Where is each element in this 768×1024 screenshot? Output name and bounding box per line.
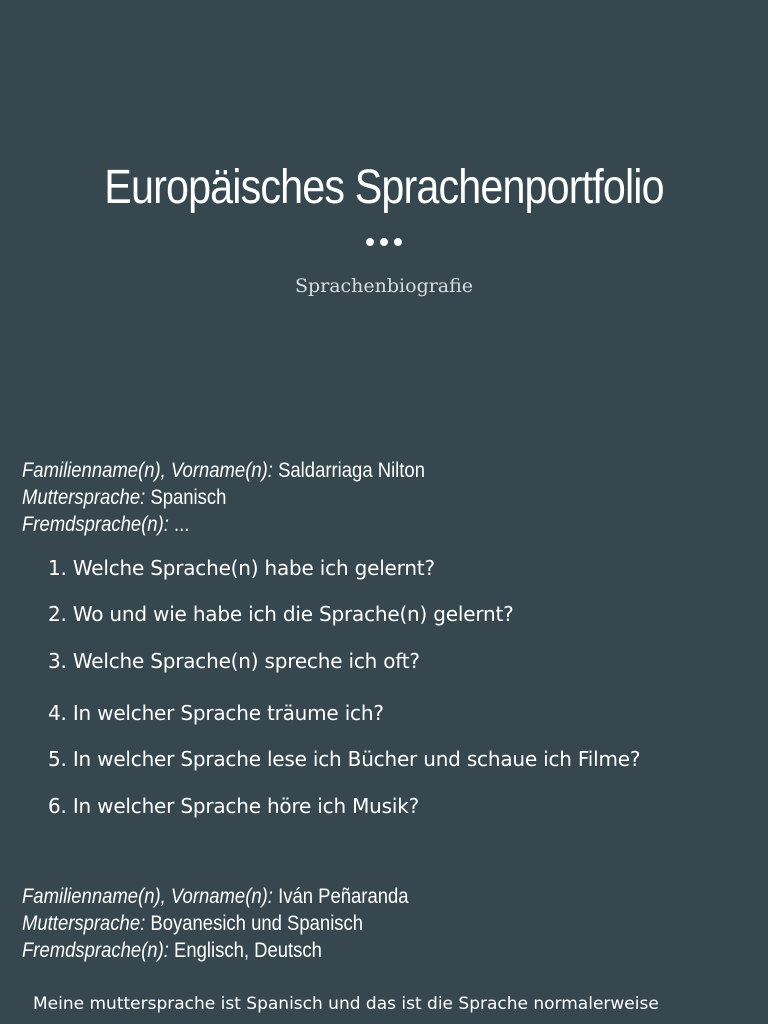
name-value: Iván Peñaranda	[278, 885, 409, 908]
question-1: 1. Welche Sprache(n) habe ich gelernt?	[48, 556, 435, 580]
page-subtitle: Sprachenbiografie	[294, 275, 474, 297]
divider-dot	[394, 238, 402, 246]
name-label: Familienname(n), Vorname(n):	[22, 885, 273, 908]
profile-block-1	[22, 457, 425, 538]
foreign-language-value: ...	[174, 513, 190, 536]
profile-native-row	[22, 484, 425, 511]
name-label: Familienname(n), Vorname(n):	[22, 459, 273, 482]
foreign-language-label: Fremdsprache(n):	[22, 513, 169, 536]
question-6: 6. In welcher Sprache höre ich Musik?	[48, 794, 419, 818]
native-language-value: Spanisch	[150, 486, 227, 509]
name-value: Saldarriaga Nilton	[278, 459, 425, 482]
body-paragraph: Meine muttersprache ist Spanisch und das ist die Sprache normalerweise	[33, 994, 659, 1014]
question-4: 4. In welcher Sprache träume ich?	[48, 701, 384, 725]
native-language-value: Boyanesich und Spanisch	[150, 912, 364, 935]
title-divider	[0, 238, 768, 246]
divider-dot	[366, 238, 374, 246]
native-language-label: Muttersprache:	[22, 486, 146, 509]
page-title: Europäisches Sprachenportfolio	[104, 161, 664, 214]
native-language-label: Muttersprache:	[22, 912, 146, 935]
profile-native-row	[22, 910, 409, 937]
profile-name-row	[22, 457, 425, 484]
profile-foreign-row	[22, 937, 409, 964]
profile-block-2	[22, 883, 409, 964]
question-3: 3. Welche Sprache(n) spreche ich oft?	[48, 649, 420, 673]
divider-dot	[380, 238, 388, 246]
question-2: 2. Wo und wie habe ich die Sprache(n) gelernt?	[48, 602, 514, 626]
question-5: 5. In welcher Sprache lese ich Bücher und schaue ich Filme?	[48, 747, 641, 771]
profile-name-row	[22, 883, 409, 910]
profile-foreign-row	[22, 511, 425, 538]
foreign-language-value: Englisch, Deutsch	[174, 939, 322, 962]
foreign-language-label: Fremdsprache(n):	[22, 939, 169, 962]
